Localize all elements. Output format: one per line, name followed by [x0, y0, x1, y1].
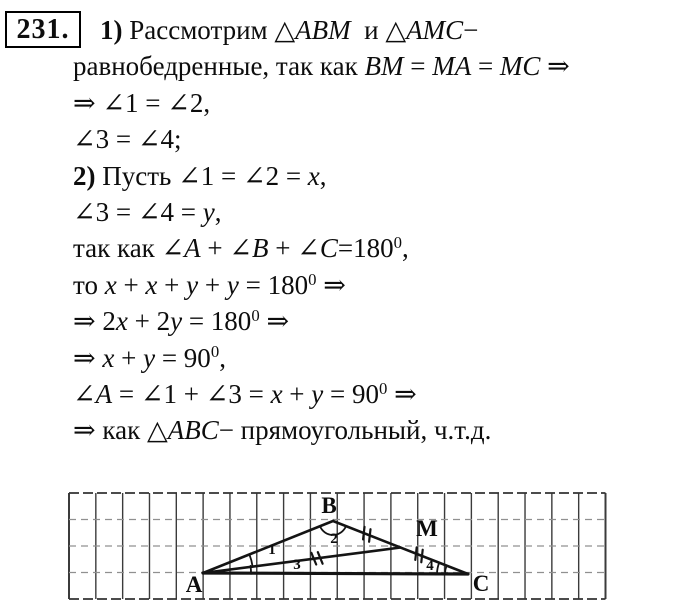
text-run: ,: [319, 160, 327, 191]
text-run: △: [385, 15, 407, 45]
text-run: ,: [214, 196, 222, 227]
text-run: −: [463, 15, 479, 45]
angle-1-arc: [249, 554, 252, 566]
text-run: +: [282, 378, 312, 409]
math-text: B: [252, 233, 269, 264]
text-run: + ∠: [268, 233, 320, 264]
text-run: ∠: [73, 378, 96, 409]
text-run: = 90: [323, 378, 379, 409]
text-run: = 180: [238, 269, 309, 300]
math-text: MC: [499, 51, 541, 82]
text-run: ,: [219, 342, 226, 373]
math-text: y: [143, 342, 156, 373]
math-text: AMC: [406, 15, 464, 45]
math-text: y: [202, 196, 215, 227]
superscript-zero: 0: [251, 305, 260, 325]
math-text: y: [186, 269, 199, 300]
solution-line: [73, 48, 693, 84]
text-run: +: [114, 342, 144, 373]
text-run: ⇒: [387, 378, 417, 409]
math-text: y: [311, 378, 324, 409]
text-run: =: [403, 51, 433, 82]
solution-line: [73, 158, 693, 194]
math-text: BM: [364, 51, 404, 82]
text-run: ⇒: [259, 306, 290, 337]
text-run: + 2: [127, 306, 171, 337]
text-run: ⇒: [540, 51, 570, 82]
text-run: = ∠1 + ∠3 =: [112, 378, 271, 409]
solution-line: [73, 267, 693, 303]
text-run: +: [157, 269, 187, 300]
solution-line: [73, 194, 693, 230]
problem-number: 231.: [16, 13, 70, 45]
math-text: y: [226, 269, 239, 300]
math-text: ABM: [295, 15, 351, 45]
math-text: C: [319, 233, 338, 264]
text-run: ⇒ ∠1 = ∠2,: [73, 87, 211, 118]
solution-line: [73, 121, 693, 157]
text-run: Рассмотрим: [129, 15, 275, 45]
angle-2-label: 2: [330, 531, 338, 547]
math-text: y: [170, 306, 183, 337]
text-run: 1): [100, 15, 130, 45]
text-run: +: [198, 269, 227, 300]
text-run: ,: [402, 233, 409, 264]
solution-line: [73, 340, 693, 376]
vertex-label-C: C: [472, 571, 490, 596]
text-run: ⇒: [73, 342, 103, 373]
vertex-label-A: A: [185, 572, 203, 597]
text-run: △: [146, 415, 168, 446]
text-run: Пусть ∠1 = ∠2 =: [102, 160, 308, 191]
angle-3-arc: [251, 566, 252, 574]
text-run: ⇒: [316, 269, 346, 300]
text-run: + ∠: [200, 233, 253, 264]
solution-line: [73, 230, 693, 266]
solution-line: [73, 376, 693, 412]
text-run: так как ∠: [73, 233, 185, 264]
text-run: = 90: [155, 342, 211, 373]
text-run: △: [274, 15, 296, 45]
superscript-zero: 0: [308, 269, 317, 289]
math-text: MA: [432, 51, 472, 82]
text-run: и: [350, 15, 386, 45]
text-run: ⇒ как: [73, 415, 147, 446]
solution-line: [73, 85, 693, 121]
tick-BM: [363, 527, 364, 540]
math-text: x: [115, 306, 128, 337]
solution-text: [73, 12, 693, 449]
superscript-zero: 0: [379, 378, 388, 398]
angle-1-label: 1: [268, 542, 276, 558]
text-run: =: [471, 51, 500, 82]
math-text: x: [145, 269, 158, 300]
angle-4-arc-outer: [437, 563, 439, 574]
math-text: x: [270, 378, 283, 409]
text-run: ∠3 = ∠4;: [73, 124, 182, 155]
text-run: = 180: [182, 306, 252, 337]
math-text: ABC: [167, 415, 219, 446]
tick-BM: [369, 529, 370, 542]
math-text: x: [307, 160, 320, 191]
superscript-zero: 0: [210, 342, 220, 362]
text-run: ⇒ 2: [73, 306, 116, 337]
math-text: A: [184, 233, 201, 264]
math-text: x: [102, 342, 115, 373]
problem-number-box: [5, 11, 81, 48]
angle-4-label: 4: [426, 558, 434, 574]
text-run: =180: [337, 233, 394, 264]
angle-3-label: 3: [293, 557, 301, 573]
math-text: x: [104, 269, 117, 300]
vertex-label-B: B: [321, 493, 337, 518]
text-run: то: [73, 269, 105, 300]
text-run: ∠3 = ∠4 =: [73, 196, 203, 227]
text-run: 2): [73, 160, 103, 191]
solution-line: [73, 412, 693, 448]
text-run: +: [116, 269, 146, 300]
text-run: равнобедренные, так как: [73, 51, 365, 82]
tick-MC: [415, 547, 416, 560]
solution-line: [73, 303, 693, 339]
superscript-zero: 0: [393, 233, 403, 253]
solution-line: [73, 12, 693, 48]
math-text: A: [95, 378, 113, 409]
geometry-diagram: [0, 490, 700, 614]
tick-MC: [421, 550, 422, 563]
vertex-label-M: M: [416, 516, 438, 541]
text-run: − прямоугольный, ч.т.д.: [218, 415, 492, 446]
